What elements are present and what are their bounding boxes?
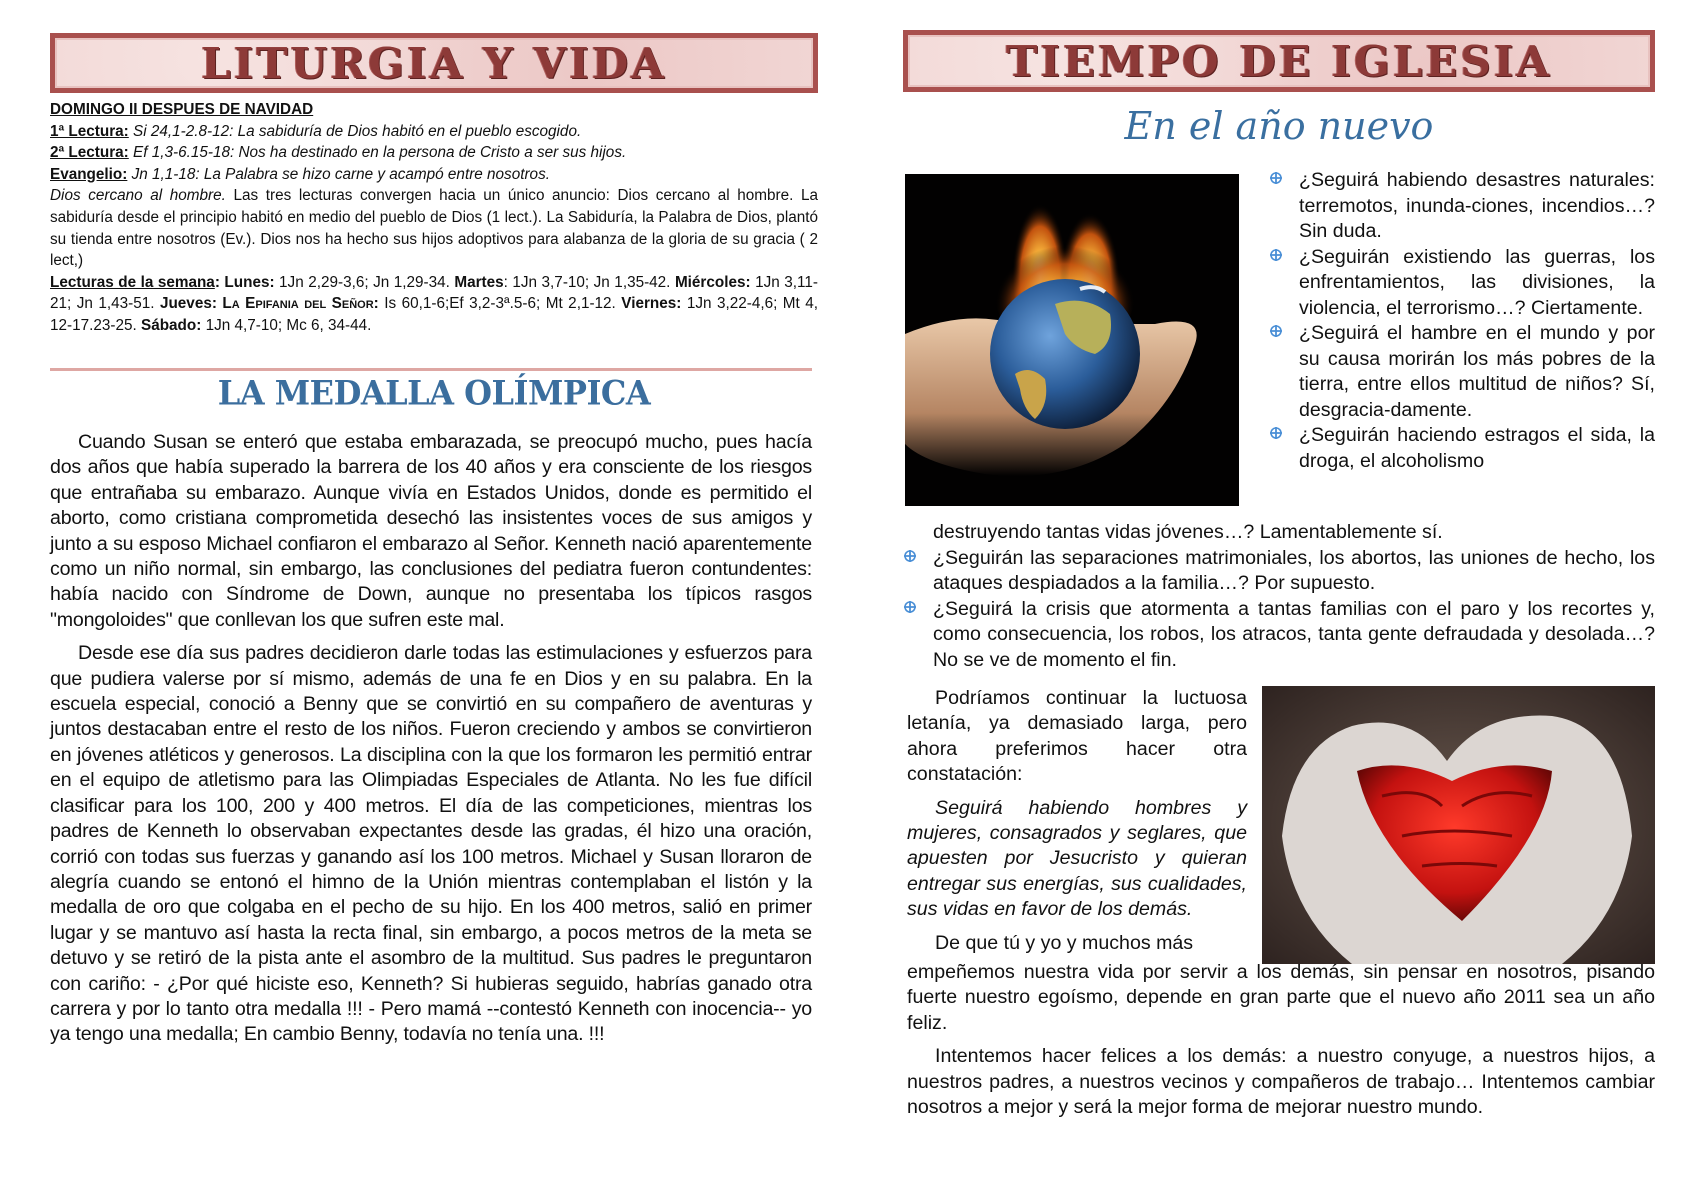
bullet-item <box>1269 423 1655 474</box>
week-refs-saturday: 1Jn 4,7-10; Mc 6, 34-44. <box>201 316 372 334</box>
week-refs-tuesday: : 1Jn 3,7-10; Jn 1,35-42. <box>503 273 675 291</box>
week-refs-friday: 1Jn 3,22-4,6; Mt 4, 12-17.23-25. <box>50 295 819 334</box>
bullet-text: ¿Seguirá el hambre en el mundo y por su causa morirán los más pobres de la tierra, entre ellos multitud de niños? Sí, desgracia-damente. <box>1299 322 1655 421</box>
week-day-tuesday: Martes <box>454 273 504 291</box>
narrow-text-column <box>907 686 1247 964</box>
paragraph-de-que-start: De que tú y yo y muchos más <box>935 931 1194 954</box>
banner-title: TIEMPO DE IGLESIA <box>1006 36 1552 86</box>
bullet-item <box>1269 168 1655 245</box>
bullet-list-wide <box>903 520 1655 673</box>
week-readings: Lecturas de la semana: Lunes: 1Jn 2,29-3,6; Jn 1,29-34. Martes: 1Jn 3,7-10; Jn 1,35-42. Miércoles: 1Jn 3,11-21; Jn 1,43-51. Jueves: La Epifania del Señor: Is 60,1-6;Ef 3,2-3ª.5-6; Mt 2,1-12. Viernes: 1Jn 3,22-4,6; Mt 4, 12-17.23-25. Sábado: 1Jn 4,7-10; Mc 6, 34-44. <box>50 273 819 334</box>
hands-heart-image <box>1262 686 1655 964</box>
week-feast-epiphany: La Epifania del Señor: <box>222 295 379 313</box>
week-refs-monday: 1Jn 2,29-3,6; Jn 1,29-34. <box>274 273 455 291</box>
bullet-text: ¿Seguirán las separaciones matrimoniales, los abortos, las uniones de hecho, los ataques despiadados a la familia…? Por supuesto. <box>933 546 1655 594</box>
article-subtitle: En el año nuevo <box>1124 104 1434 148</box>
banner-liturgia-y-vida <box>50 33 818 93</box>
week-day-saturday: Sábado: <box>141 316 202 334</box>
week-day-thursday: Jueves: <box>159 295 217 313</box>
paragraph-intentemos: Intentemos hacer felices a los demás: a nuestro conyuge, a nuestros hijos, a nuestros padres, a nuestros vecinos y compañeros de trabajo… Intentemos cambiar nosotros a mejor y será la mejor forma de mejorar nuestro mundo. <box>907 1045 1655 1119</box>
first-reading-text: Si 24,1-2.8-12: La sabiduría de Dios habitó en el pueblo escogido. <box>133 122 582 140</box>
story-body <box>50 430 812 1056</box>
story-paragraph-2: Desde ese día sus padres decidieron darle todas las estimulaciones y esfuerzos para que pudiera valerse por sí mismo, además de una fe en Dios y en su palabra. En la escuela especial, conoció a Benny que se convirtió en su compañero de aventuras y juntos destacaban entre el resto de los niños. Fueron creciendo y ambos se convirtieron en jóvenes atléticos y generosos. La disciplina con la que los formaron les permitió entrar en el equipo de atletismo para las Olimpiadas Especiales de Atlanta. No les fue difícil clasificar para los 100, 200 y 400 metros. El día de las competiciones, mientras los padres de Kenneth lo observaban expectantes desde las gradas, él hizo una oración, corrió con todas sus fuerzas y ganando así los 100 metros. Michael y Susan lloraron de alegría cuando se entonó el himno de la Unión mientras contemplaban el listón y la medalla de oro que colgaba en el pecho de su hijo. En los 400 metros, salió en primer lugar y se mantuvo así hasta la recta final, sin embargo, a pocos metros de la meta se detuvo y se retiró de la pista ante el asombro de la multitud. Sus padres le preguntaron con cariño: - ¿Por qué hiciste eso, Kenneth? Si hubieras seguido, habrías ganado otra carrera y por lo tanto otra medalla !!! - Pero mamá --contestó Kenneth con inocencia-- yo ya tengo una medalla; En cambio Benny, todavía no tenía una. !!! <box>50 642 812 1046</box>
bullet-item <box>903 597 1655 674</box>
banner-title: LITURGIA Y VIDA <box>201 38 667 88</box>
week-label: Lecturas de la semana <box>50 273 215 291</box>
bullet-text: ¿Seguirá habiendo desastres naturales: terremotos, inunda-ciones, incendios…? Sin duda. <box>1299 169 1655 242</box>
bullet-continuation: destruyendo tantas vidas jóvenes…? Lamentablemente sí. <box>933 521 1443 543</box>
week-refs-thursday: Is 60,1-6;Ef 3,2-3ª.5-6; Mt 2,1-12. <box>378 295 622 313</box>
week-day-monday: Lunes: <box>224 273 275 291</box>
commentary-lead: Dios cercano al hombre. <box>50 187 226 205</box>
blue-cross-bullet-icon <box>1269 248 1283 262</box>
bullet-item <box>903 546 1655 597</box>
story-paragraph-1: Cuando Susan se enteró que estaba embarazada, se preocupó mucho, pues hacía dos años que había superado la barrera de los 40 años y era consciente de los riesgos que entrañaba su embarazo. Aunque vivía en Estados Unidos, donde es permitido el aborto, como cristiana comprometida desechó las insistentes voces de sus amigos y junto a su esposo Michael confiaron el embarazo al Señor. Kenneth nació aparentemente como un niño normal, sin embargo, las conclusiones del pediatra fueron contundentes: había nacido con Síndrome de Down, aunque no presentaba los típicos rasgos "mongoloides" que conllevan los que sufren este mal. <box>50 431 812 631</box>
paragraph-italic-hope: Seguirá habiendo hombres y mujeres, consagrados y seglares, que apuesten por Jesucristo y quieran entregar sus energías, sus cualidades, sus vidas en favor de los demás. <box>907 796 1247 921</box>
bullet-text: ¿Seguirán haciendo estragos el sida, la droga, el alcoholismo <box>1299 424 1655 472</box>
blue-cross-bullet-icon <box>1269 171 1283 185</box>
readings-block <box>50 99 818 337</box>
story-title: LA MEDALLA OLÍMPICA <box>217 373 651 413</box>
week-day-friday: Viernes: <box>621 295 682 313</box>
gospel-label: Evangelio: <box>50 165 128 183</box>
readings-commentary <box>50 185 818 271</box>
globe-in-hand-image <box>905 174 1239 506</box>
week-day-wednesday: Miércoles: <box>674 273 751 291</box>
bullet-text: ¿Seguirán existiendo las guerras, los enfrentamientos, las divisiones, la violencia, el terrorismo…? Ciertamente. <box>1299 245 1655 319</box>
bullet-item <box>1269 245 1655 322</box>
blue-cross-bullet-icon <box>903 600 917 614</box>
second-reading-text: Ef 1,3-6.15-18: Nos ha destinado en la persona de Cristo a ser sus hijos. <box>133 144 627 162</box>
first-reading-label: 1ª Lectura: <box>50 122 129 140</box>
readings-heading: DOMINGO II DESPUES DE NAVIDAD <box>50 101 314 118</box>
gospel-text: Jn 1,1-18: La Palabra se hizo carne y acampó entre nosotros. <box>131 165 550 183</box>
section-divider <box>50 368 812 371</box>
closing-text <box>907 960 1655 1128</box>
bullet-item <box>1269 321 1655 423</box>
second-reading-label: 2ª Lectura: <box>50 144 129 162</box>
commentary-text: Las tres lecturas convergen hacia un único anuncio: Dios cercano al hombre. La sabiduría desde el principio habitó en medio del pueblo de Dios (1 lect.). La Sabiduría, la Palabra de Dios, plantó su tienda entre nosotros (Ev.). Dios nos ha hecho sus hijos adoptivos para alabanza de la gloria de su gracia ( 2 lect,) <box>50 187 818 270</box>
globe-fire-illustration <box>905 174 1239 506</box>
bullet-list-top <box>1269 168 1655 474</box>
paragraph-de-que-rest: empeñemos nuestra vida por servir a los demás, sin pensar en nosotros, pisando fuerte nuestro egoísmo, depende en gran parte que el nuevo año 2011 sea un año feliz. <box>907 961 1655 1034</box>
blue-cross-bullet-icon <box>903 549 917 563</box>
bullet-text: ¿Seguirá la crisis que atormenta a tantas familias con el paro y los recortes y, como consecuencia, los robos, los atracos, tanta gente defraudada y desolada…? No se ve de momento el fin. <box>933 597 1655 671</box>
blue-cross-bullet-icon <box>1269 426 1283 440</box>
week-refs-wednesday: 1Jn 3,11-21; Jn 1,43-51. <box>50 273 818 313</box>
paragraph-continue-litany: Podríamos continuar la luctuosa letanía, ya demasiado larga, pero ahora preferimos hacer otra constatación: <box>907 687 1247 786</box>
hands-heart-illustration <box>1262 686 1655 964</box>
banner-tiempo-de-iglesia <box>903 30 1655 92</box>
blue-cross-bullet-icon <box>1269 324 1283 338</box>
